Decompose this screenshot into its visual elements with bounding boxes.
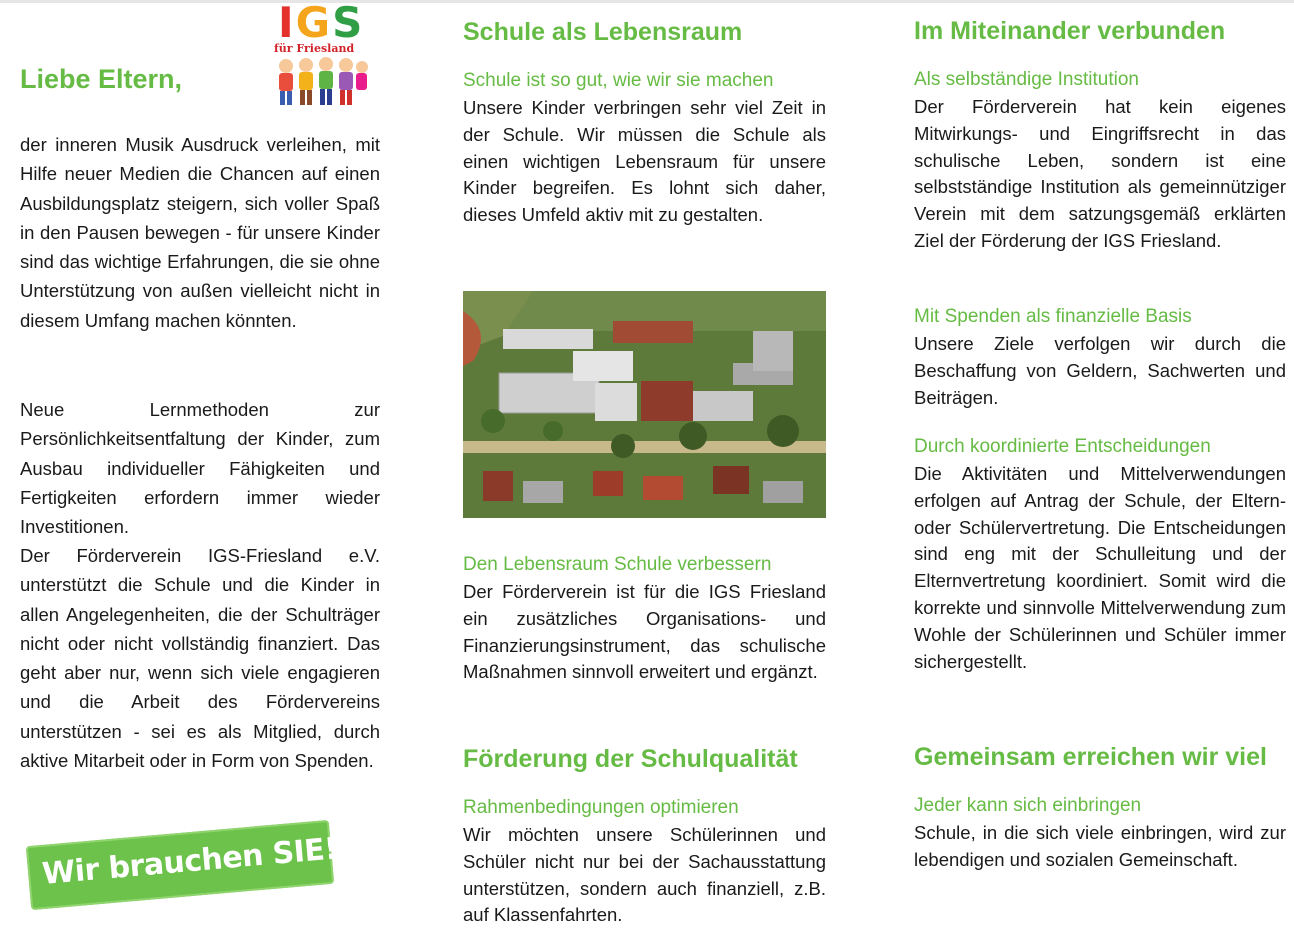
school-aerial-photo (463, 291, 826, 518)
banner-text: Wir brauchen SIE! (40, 831, 339, 892)
lebensraum-text: Unsere Kinder verbringen sehr viel Zeit in der Schule. Wir müssen die Schule als einen wichtigen Lebensraum für unsere Kinder begreifen. Es lohnt sich daher, dieses Umfeld aktiv mit zu gestalten. (463, 97, 826, 226)
subheading-lebensraum-verbessern: Den Lebensraum Schule verbessern (463, 554, 772, 575)
heading-gemeinsam-erreichen: Gemeinsam erreichen wir viel (914, 743, 1267, 771)
top-divider (0, 0, 1294, 3)
subheading-spenden: Mit Spenden als finanzielle Basis (914, 306, 1192, 327)
intro-paragraph-3: Der Förderverein IGS-Friesland e.V. unterstützt die Schule und die Kinder in allen Angelegenheiten, die der Schulträger nicht oder nicht vollständig finanziert. Das geht aber nur, wenn sich viele engagieren und die Arbeit des Fördervereins unterstützen - sei es als Mitglied, durch aktive Mitarbeit oder in Form von Spenden. (20, 545, 380, 772)
wir-brauchen-sie-banner (26, 820, 339, 910)
verbessern-text: Der Förderverein ist für die IGS Friesland ein zusätzliches Organisations- und Finanzierungsinstrument, das schulische Maßnahmen sinnvoll erweitert und ergänzt. (463, 581, 826, 683)
logo-letters: IGS (278, 0, 365, 47)
children-illustration-icon (274, 56, 368, 108)
heading-im-miteinander-verbunden: Im Miteinander verbunden (914, 17, 1226, 45)
heading-liebe-eltern: Liebe Eltern, (20, 64, 183, 94)
intro-paragraph-1: der inneren Musik Ausdruck verleihen, mit Hilfe neuer Medien die Chancen auf einen Ausbildungsplatz steigern, sich voller Spaß in den Pausen bewegen - für unsere Kinder sind das wichtige Erfahrungen, die sie ohne Unterstützung von außen vielleicht nicht in diesem Umfang machen könnten. (20, 134, 380, 331)
institution-text: Der Förderverein hat kein eigenes Mitwirkungs- und Eingriffsrecht in das schulische Leben, sondern ist eine selbstständige Institution als gemeinnütziger Verein mit dem satzungsgemäß erklärten Ziel der Förderung der IGS Friesland. (914, 96, 1286, 251)
einbringen-text: Schule, in die sich viele einbringen, wird zur lebendigen und sozialen Gemeinschaft. (914, 822, 1286, 870)
logo-subtitle: für Friesland (274, 42, 355, 55)
igs-logo-icon (272, 2, 368, 108)
heading-foerderung-schulqualitaet: Förderung der Schulqualität (463, 745, 798, 773)
subheading-schule-so-gut: Schule ist so gut, wie wir sie machen (463, 70, 774, 91)
subheading-koordinierte-entscheidungen: Durch koordinierte Entscheidungen (914, 436, 1211, 457)
subheading-rahmenbedingungen: Rahmenbedingungen optimieren (463, 797, 739, 818)
subheading-jeder-kann: Jeder kann sich einbringen (914, 795, 1142, 816)
rahmenbedingungen-text: Wir möchten unsere Schülerinnen und Schüler nicht nur bei der Sachausstattung unterstützen, sondern auch finanziell, z.B. auf Klassenfahrten. (463, 824, 826, 926)
spenden-text: Unsere Ziele verfolgen wir durch die Beschaffung von Geldern, Sachwerten und Beiträgen. (914, 333, 1286, 408)
intro-paragraph-2: Neue Lernmethoden zur Persönlichkeitsentfaltung der Kinder, zum Ausbau individueller Fähigkeiten und Fertigkeiten erfordern immer wieder Investitionen. (20, 399, 380, 538)
subheading-selbstaendige-institution: Als selbständige Institution (914, 69, 1139, 90)
entscheidungen-text: Die Aktivitäten und Mittelverwendungen erfolgen auf Antrag der Schule, der Eltern- oder Schülervertretung. Die Entscheidungen sind eng mit der Schulleitung und der Elternvertretung koordiniert. Somit wird die korrekte und sinnvolle Mittelverwendung zum Wohle der Schülerinnen und Schüler immer sichergestellt. (914, 463, 1286, 672)
heading-schule-als-lebensraum: Schule als Lebensraum (463, 18, 743, 46)
